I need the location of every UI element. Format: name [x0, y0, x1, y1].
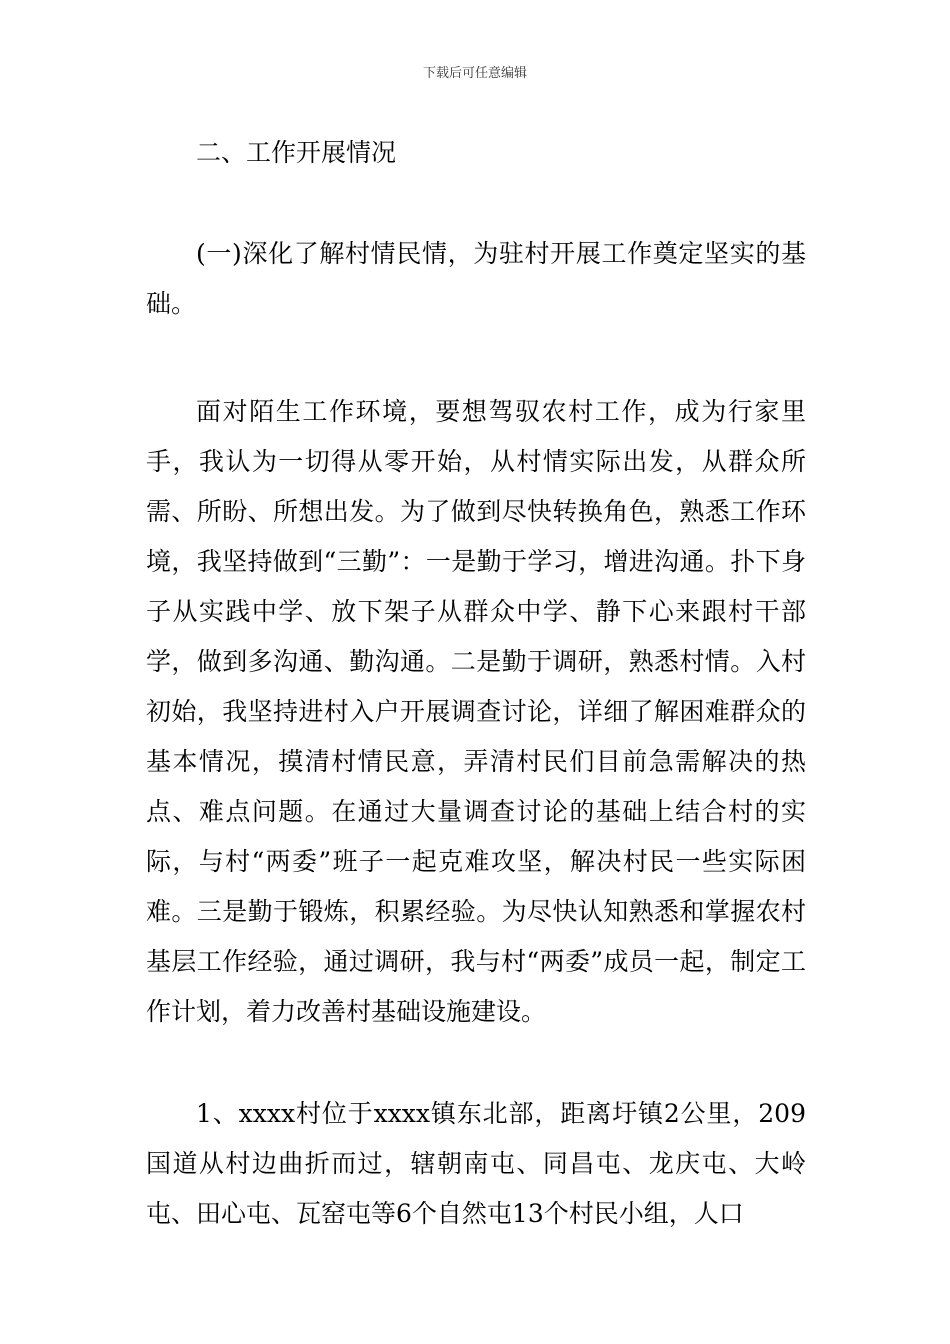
- subsection-heading: (一)深化了解村情民情，为驻村开展工作奠定坚实的基础。: [146, 239, 806, 318]
- page-header-note: 下载后可任意编辑: [422, 66, 527, 81]
- section-heading: 二、工作开展情况: [196, 138, 397, 167]
- paragraph-three-diligences: 面对陌生工作环境，要想驾驭农村工作，成为行家里手，我认为一切得从零开始，从村情实际出发，从群众所需、所盼、所想出发。为了做到尽快转换角色，熟悉工作环境，我坚持做到“三勤”：一是勤于学习，增进沟通。扑下身子从实践中学、放下架子从群众中学、静下心来跟村干部学，做到多沟通、勤沟通。二是勤于调研，熟悉村情。入村初始，我坚持进村入户开展调查讨论，详细了解困难群众的基本情况，摸清村情民意，弄清村民们目前急需解决的热点、难点问题。在通过大量调查讨论的基础上结合村的实际，与村“两委”班子一起克难攻坚，解决村民一些实际困难。三是勤于锻炼，积累经验。为尽快认知熟悉和掌握农村基层工作经验，通过调研，我与村“两委”成员一起，制定工作计划，着力改善村基础设施建设。: [146, 397, 806, 1026]
- paragraph-village-profile: 1、xxxx村位于xxxx镇东北部，距离圩镇2公里，209国道从村边曲折而过，辖朝南屯、同昌屯、龙庆屯、大岭屯、田心屯、瓦窑屯等6个自然屯13个村民小组，人口: [146, 1099, 806, 1228]
- document-body: [146, 128, 806, 1239]
